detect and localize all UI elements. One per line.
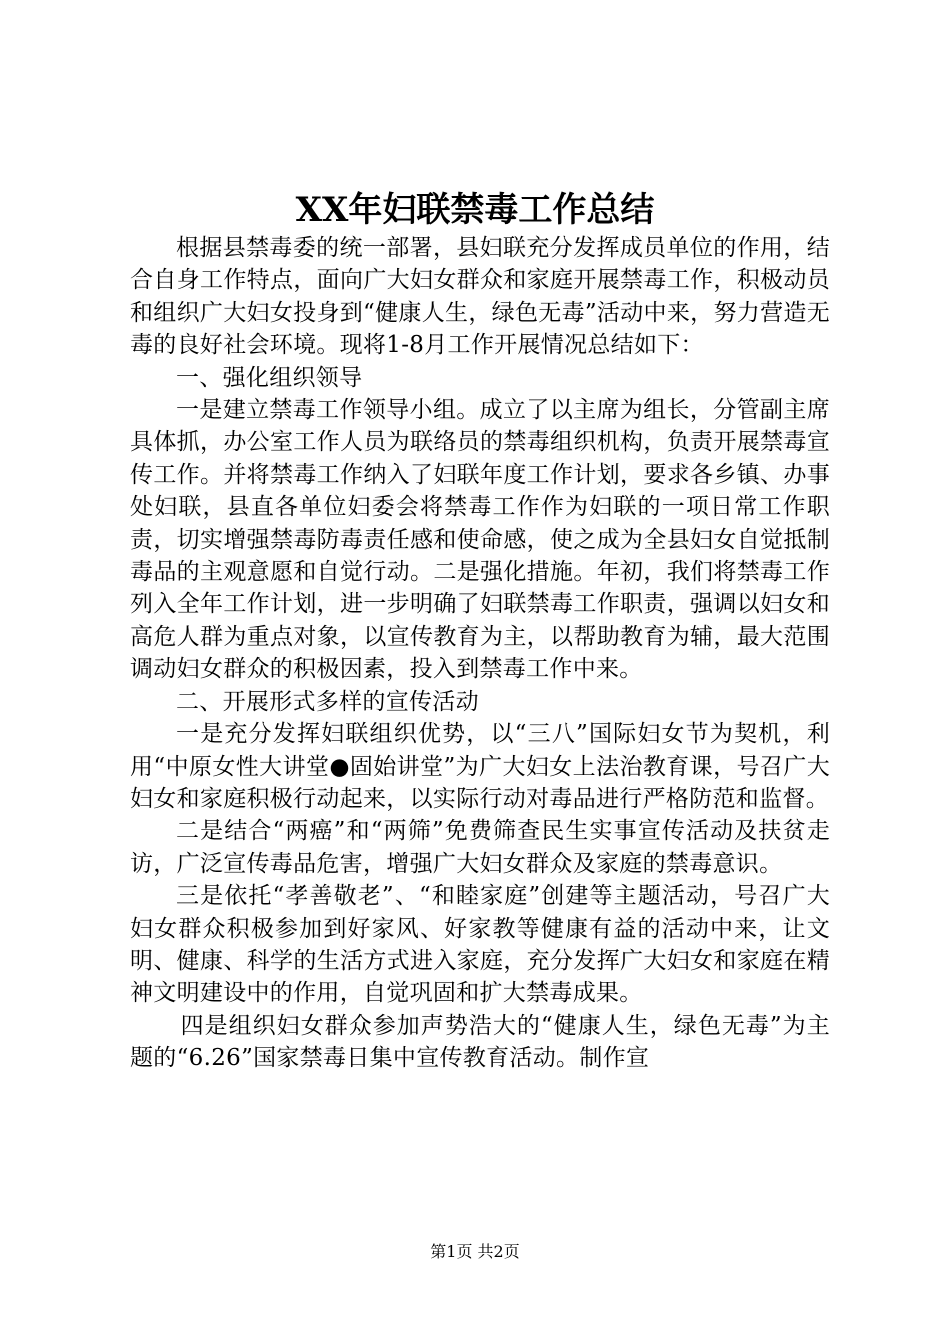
intro-paragraph: 根据县禁毒委的统一部署，县妇联充分发挥成员单位的作用，结合自身工作特点，面向广大妇女群众和家庭开展禁毒工作，积极动员和组织广大妇女投身到“健康人生，绿色无毒”活动中来，努力营造无毒的良好社会环境。现将1-8月工作开展情况总结如下： xyxy=(130,235,830,359)
page-footer: 第1页 共2页 xyxy=(430,1242,520,1261)
section-2-heading: 二、开展形式多样的宣传活动 xyxy=(176,688,479,715)
document-body xyxy=(130,232,830,1075)
section-2-paragraph-1: 一是充分发挥妇联组织优势，以“三八”国际妇女节为契机，利用“中原女性大讲堂●固始讲堂”为广大妇女上法治教育课，号召广大妇女和家庭积极行动起来，以实际行动对毒品进行严格防范和监督。 xyxy=(130,721,830,812)
document-title: XX年妇联禁毒工作总结 xyxy=(295,190,655,230)
section-1-paragraph-1: 一是建立禁毒工作领导小组。成立了以主席为组长，分管副主席具体抓，办公室工作人员为联络员的禁毒组织机构，负责开展禁毒宣传工作。并将禁毒工作纳入了妇联年度工作计划，要求各乡镇、办事处妇联，县直各单位妇委会将禁毒工作作为妇联的一项日常工作职责，切实增强禁毒防毒责任感和使命感，使之成为全县妇女自觉抵制毒品的主观意愿和自觉行动。二是强化措施。年初，我们将禁毒工作列入全年工作计划，进一步明确了妇联禁毒工作职责，强调以妇女和高危人群为重点对象，以宣传教育为主，以帮助教育为辅，最大范围调动妇女群众的积极因素，投入到禁毒工作中来。 xyxy=(130,397,830,683)
section-1-heading: 一、强化组织领导 xyxy=(176,364,363,391)
section-2-paragraph-2: 二是结合“两癌”和“两筛”免费筛查民生实事宣传活动及扶贫走访，广泛宣传毒品危害，增强广大妇女群众及家庭的禁毒意识。 xyxy=(130,818,830,877)
section-2-paragraph-3: 三是依托“孝善敬老”、“和睦家庭”创建等主题活动，号召广大妇女群众积极参加到好家风、好家教等健康有益的活动中来，让文明、健康、科学的生活方式进入家庭，充分发挥广大妇女和家庭在精神文明建设中的作用，自觉巩固和扩大禁毒成果。 xyxy=(130,883,830,1007)
section-2-paragraph-4: 四是组织妇女群众参加声势浩大的“健康人生，绿色无毒”为主题的“6.26”国家禁毒日集中宣传教育活动。制作宣 xyxy=(130,1012,830,1072)
